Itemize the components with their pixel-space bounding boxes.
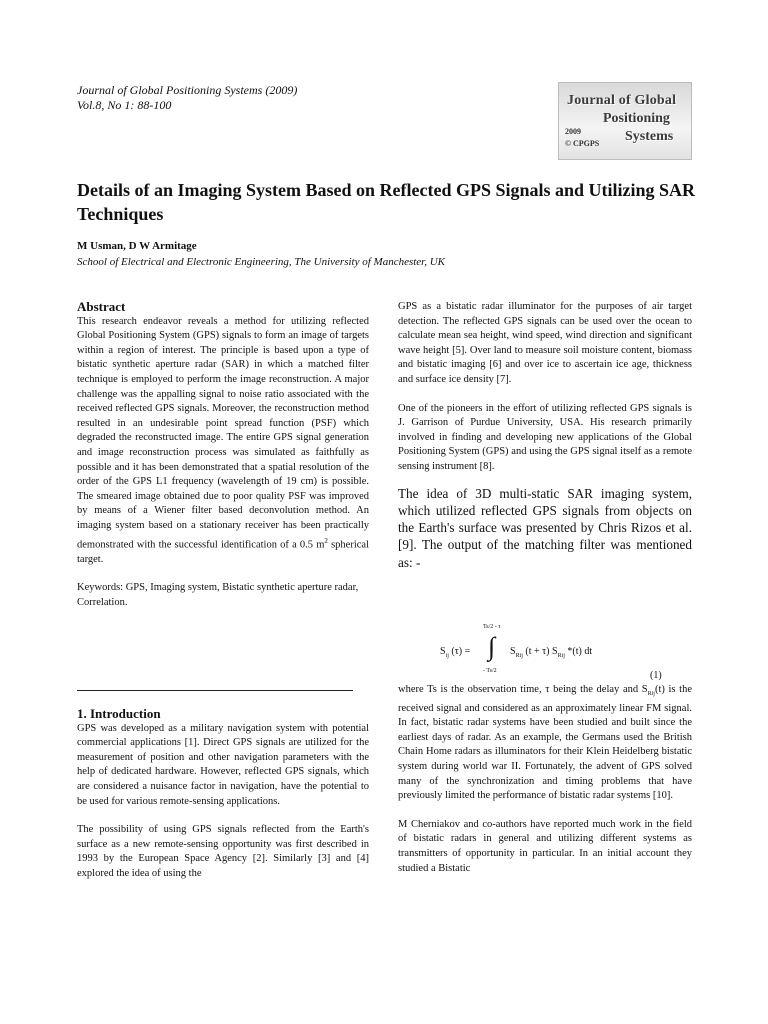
journal-logo: [558, 82, 692, 160]
eq-rhs-mid: (t + τ) S: [522, 646, 558, 657]
p4-sub: Rij: [647, 691, 655, 698]
integral-sign: ∫: [488, 632, 496, 661]
right-column-top: [398, 300, 692, 571]
abstract-section: [77, 300, 369, 610]
abstract-heading: Abstract: [77, 299, 126, 314]
intro-paragraph-1: GPS was developed as a military navigation system with potential commercial applications [1]. Direct GPS signals are utilized for the measurement of position and other navigation parameters with the help of dedicated hardware. However, reflected GPS signals, which are considered a nuisance factor in navigation, have the potential to be used for various remote-sensing applications.: [77, 722, 369, 807]
right-paragraph-5: M Cherniakov and co-authors have reported much work in the field of bistatic radars in general and utilizing different systems as transmitters of opportunity in particular. In an initial account they studied a Bistatic: [398, 818, 692, 874]
right-column-bottom: [398, 683, 692, 876]
p4-text: where Ts is the observation time, τ being the delay and S: [398, 684, 648, 695]
eq-lhs-sub: ij: [445, 653, 449, 659]
introduction-heading: 1. Introduction: [77, 706, 161, 721]
abstract-text: This research endeavor reveals a method for utilizing reflected Global Positioning System (GPS) signals to form an image of targets within a region of interest. The principle is based upon a type of bistatic synthetic aperture radar (SAR) in which a matched filter technique is employed to perform the image reconstruction. A major challenge was the appalling signal to noise ratio associated with the received reflected GPS signals. Moreover, the reconstruction method resulted in an undesirable point spread function (PSF) which degraded the reconstructed image. The entire GPS signal generation and image reconstruction process was simulated as faithfully as possible and it has been demonstrated that a spatial resolution of the order of the GPS L1 frequency (wavelength of 19 cm) is possible. The smeared image obtained due to poor quality PSF was improved by means of a Wiener filter based deconvolution method. An imaging system based on a stationary receiver has been practically demonstrated with the successful identification of a 0.5 m: [77, 315, 369, 550]
right-paragraph-2: One of the pioneers in the effort of utilizing reflected GPS signals is J. Garrison of Purdue University, USA. His research primarily involved in finding and developing new applications of the Global Positioning System (GPS) and using the GPS signal itself as a remote sensing instrument [8].: [398, 402, 692, 472]
eq-rhs-end: *(t) dt: [564, 646, 593, 657]
right-paragraph-3: The idea of 3D multi-static SAR imaging system, which utilized reflected GPS signals from objects on the Earth's surface was presented by Chris Rizos et al. [9]. The output of the matching filter was mentioned as: -: [398, 485, 692, 570]
abstract-sup: 2: [324, 536, 328, 545]
section-divider: [77, 690, 353, 691]
right-paragraph-1: GPS as a bistatic radar illuminator for the purposes of air target detection. The reflected GPS signals can be used over the ocean to calculate mean sea height, wind speed, wind direction and significant wave height [5]. Over land to measure soil moisture content, biomass and bistatic imaging [6] and over ice to ascertain ice age, thickness and surface ice density [7].: [398, 301, 692, 385]
abstract-text-end: spherical target.: [77, 539, 369, 565]
logo-line-3: Systems: [625, 129, 674, 144]
equation-rhs: [510, 646, 592, 659]
integral-lower-limit: - Ts/2: [483, 668, 497, 674]
abstract-body: [77, 315, 369, 568]
eq-lhs-rest: (τ) =: [448, 646, 471, 657]
eq-rhs-s: S: [510, 646, 516, 657]
integral-upper-limit: Ts/2 - τ: [483, 624, 501, 630]
eq-lhs-s: S: [440, 646, 446, 657]
p4-rest: (t) is the received signal and considered as an approximately linear FM signal. In fact, bistatic radar systems have been studied and built since the earliest days of radar. As an example, the Germans used the British Chain Home radars as illuminators for their Klein Heidelberg bistatic system during world war II. Fortunately, the advent of GPS solved many of the synchronization and timing problems that have previously limited the performance of bistatic radar systems [10].: [398, 684, 692, 802]
paper-title: Details of an Imaging System Based on Reflected GPS Signals and Utilizing SAR Techniques: [77, 180, 696, 224]
logo-line-1: Journal of Global: [567, 93, 677, 108]
logo-line-2: Positioning: [603, 111, 670, 126]
logo-copyright: © CPGPS: [565, 139, 600, 148]
journal-citation: [77, 83, 297, 113]
intro-paragraph-2: The possibility of using GPS signals reflected from the Earth's surface as a new remote-sensing opportunity was first described in 1993 by the European Space Agency [2]. Similarly [3] and [4] explored the idea of using the: [77, 824, 369, 879]
logo-year: 2009: [565, 127, 581, 136]
equation-1: [440, 624, 670, 688]
introduction-section: [77, 707, 369, 882]
journal-volume: Vol.8, No 1: 88-100: [77, 98, 172, 112]
keywords: Keywords: GPS, Imaging system, Bistatic synthetic aperture radar, Correlation.: [77, 582, 359, 608]
authors: M Usman, D W Armitage: [77, 240, 197, 252]
eq-rhs-sub1: Rij: [515, 653, 523, 659]
journal-name: Journal of Global Positioning Systems (2009): [77, 83, 298, 97]
equation-number: (1): [650, 670, 662, 681]
eq-rhs-sub2: Rij: [557, 653, 565, 659]
equation-lhs: [440, 646, 470, 659]
right-paragraph-4: [398, 683, 692, 804]
affiliation: School of Electrical and Electronic Engineering, The University of Manchester, UK: [77, 256, 446, 268]
